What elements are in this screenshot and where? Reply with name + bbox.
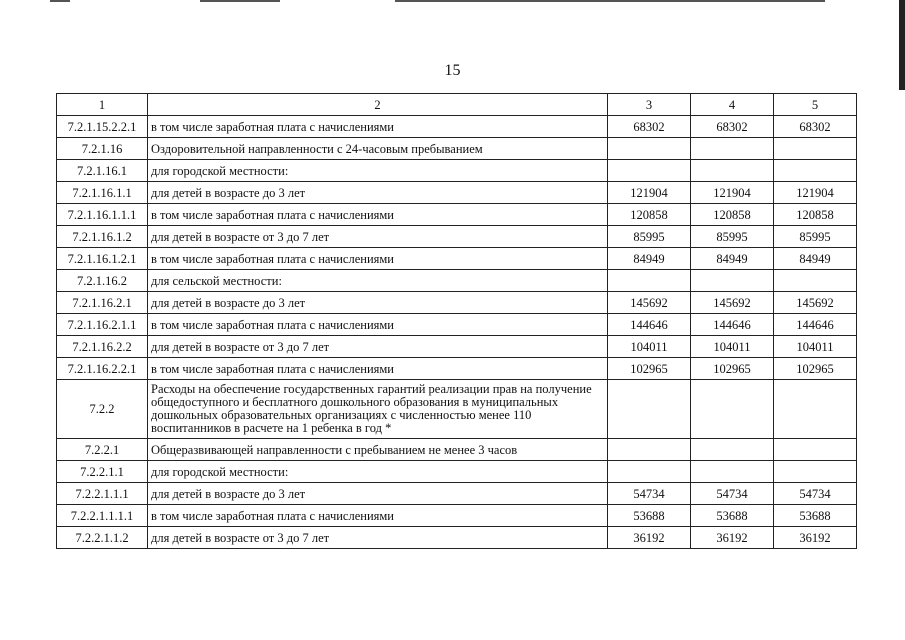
table-row xyxy=(57,439,857,461)
row-code-cell: 7.2.1.16.2.2 xyxy=(57,336,148,358)
row-description-cell: для детей в возрасте от 3 до 7 лет xyxy=(148,226,608,248)
row-description-cell: Оздоровительной направленности с 24-часовым пребыванием xyxy=(148,138,608,160)
row-code-cell: 7.2.1.16.1 xyxy=(57,160,148,182)
row-value-col4: 120858 xyxy=(691,204,774,226)
row-value-col5 xyxy=(774,138,857,160)
row-value-col5: 53688 xyxy=(774,505,857,527)
row-code-cell: 7.2.1.16.1.2 xyxy=(57,226,148,248)
table-row xyxy=(57,204,857,226)
row-code-cell: 7.2.1.16.1.1 xyxy=(57,182,148,204)
row-value-col4: 53688 xyxy=(691,505,774,527)
row-code-cell: 7.2.2.1.1.1.1 xyxy=(57,505,148,527)
row-value-col3: 102965 xyxy=(608,358,691,380)
row-code-cell: 7.2.2.1.1.1 xyxy=(57,483,148,505)
column-header: 4 xyxy=(691,94,774,116)
row-value-col3: 68302 xyxy=(608,116,691,138)
row-description-cell: для детей в возрасте до 3 лет xyxy=(148,292,608,314)
row-value-col3 xyxy=(608,138,691,160)
table-row xyxy=(57,380,857,439)
row-description-cell: Расходы на обеспечение государственных гарантий реализации прав на получение общедоступного и бесплатного дошкольного образования в муниципальных дошкольных образовательных организациях с численностью менее 110 воспитанников в расчете на 1 ребенка в год * xyxy=(148,380,608,439)
row-value-col5: 104011 xyxy=(774,336,857,358)
column-header: 2 xyxy=(148,94,608,116)
row-value-col5 xyxy=(774,461,857,483)
row-description-cell: в том числе заработная плата с начислениями xyxy=(148,358,608,380)
column-header: 1 xyxy=(57,94,148,116)
row-value-col4 xyxy=(691,380,774,439)
table-body xyxy=(57,116,857,549)
row-code-cell: 7.2.1.16.2.2.1 xyxy=(57,358,148,380)
page-number: 15 xyxy=(444,62,461,79)
scan-mark xyxy=(200,0,280,2)
table-row xyxy=(57,138,857,160)
row-value-col3 xyxy=(608,439,691,461)
row-value-col4: 68302 xyxy=(691,116,774,138)
row-description-cell: для городской местности: xyxy=(148,160,608,182)
row-value-col5: 85995 xyxy=(774,226,857,248)
row-value-col4: 36192 xyxy=(691,527,774,549)
table-row xyxy=(57,160,857,182)
table-row xyxy=(57,358,857,380)
table-row xyxy=(57,116,857,138)
row-description-cell: для городской местности: xyxy=(148,461,608,483)
table-row xyxy=(57,314,857,336)
row-value-col3: 53688 xyxy=(608,505,691,527)
scan-top-edge xyxy=(0,0,905,4)
row-description-cell: в том числе заработная плата с начислениями xyxy=(148,116,608,138)
row-value-col3: 84949 xyxy=(608,248,691,270)
row-description-cell: для детей в возрасте до 3 лет xyxy=(148,182,608,204)
row-value-col3: 145692 xyxy=(608,292,691,314)
row-value-col3 xyxy=(608,270,691,292)
row-value-col5 xyxy=(774,380,857,439)
row-code-cell: 7.2.2.1 xyxy=(57,439,148,461)
row-value-col5: 36192 xyxy=(774,527,857,549)
row-value-col5 xyxy=(774,439,857,461)
row-description-cell: для детей в возрасте от 3 до 7 лет xyxy=(148,527,608,549)
table-row xyxy=(57,182,857,204)
row-value-col4 xyxy=(691,439,774,461)
table-row xyxy=(57,461,857,483)
row-value-col5: 68302 xyxy=(774,116,857,138)
scan-mark xyxy=(395,0,825,2)
row-value-col3 xyxy=(608,160,691,182)
table-row xyxy=(57,248,857,270)
row-description-cell: в том числе заработная плата с начислениями xyxy=(148,248,608,270)
row-code-cell: 7.2.1.16.2 xyxy=(57,270,148,292)
row-value-col3 xyxy=(608,461,691,483)
row-value-col5: 121904 xyxy=(774,182,857,204)
row-value-col5: 102965 xyxy=(774,358,857,380)
row-value-col4 xyxy=(691,160,774,182)
row-value-col4: 85995 xyxy=(691,226,774,248)
row-code-cell: 7.2.2.1.1.2 xyxy=(57,527,148,549)
row-value-col5: 145692 xyxy=(774,292,857,314)
table-row xyxy=(57,270,857,292)
table-row xyxy=(57,505,857,527)
row-code-cell: 7.2.2 xyxy=(57,380,148,439)
row-value-col4 xyxy=(691,461,774,483)
row-value-col5 xyxy=(774,160,857,182)
row-value-col5 xyxy=(774,270,857,292)
row-value-col4 xyxy=(691,270,774,292)
row-code-cell: 7.2.1.16.2.1.1 xyxy=(57,314,148,336)
table-header-row xyxy=(57,94,857,116)
row-code-cell: 7.2.1.16 xyxy=(57,138,148,160)
row-value-col3: 85995 xyxy=(608,226,691,248)
row-value-col3: 36192 xyxy=(608,527,691,549)
table-row xyxy=(57,226,857,248)
row-value-col4 xyxy=(691,138,774,160)
row-code-cell: 7.2.2.1.1 xyxy=(57,461,148,483)
column-header: 3 xyxy=(608,94,691,116)
table-row xyxy=(57,527,857,549)
table-row xyxy=(57,483,857,505)
row-value-col4: 145692 xyxy=(691,292,774,314)
row-description-cell: для детей в возрасте до 3 лет xyxy=(148,483,608,505)
row-value-col3: 121904 xyxy=(608,182,691,204)
budget-table xyxy=(56,93,857,549)
row-value-col4: 121904 xyxy=(691,182,774,204)
row-description-cell: для детей в возрасте от 3 до 7 лет xyxy=(148,336,608,358)
row-code-cell: 7.2.1.16.2.1 xyxy=(57,292,148,314)
row-value-col5: 54734 xyxy=(774,483,857,505)
row-value-col3: 144646 xyxy=(608,314,691,336)
table-row xyxy=(57,292,857,314)
row-description-cell: в том числе заработная плата с начислениями xyxy=(148,505,608,527)
row-value-col5: 120858 xyxy=(774,204,857,226)
row-value-col4: 54734 xyxy=(691,483,774,505)
row-value-col4: 104011 xyxy=(691,336,774,358)
row-value-col5: 144646 xyxy=(774,314,857,336)
row-description-cell: для сельской местности: xyxy=(148,270,608,292)
column-header: 5 xyxy=(774,94,857,116)
row-value-col4: 102965 xyxy=(691,358,774,380)
row-value-col5: 84949 xyxy=(774,248,857,270)
row-code-cell: 7.2.1.15.2.2.1 xyxy=(57,116,148,138)
table-row xyxy=(57,336,857,358)
row-value-col3: 104011 xyxy=(608,336,691,358)
row-value-col4: 144646 xyxy=(691,314,774,336)
row-value-col3 xyxy=(608,380,691,439)
row-description-cell: в том числе заработная плата с начислениями xyxy=(148,204,608,226)
row-code-cell: 7.2.1.16.1.1.1 xyxy=(57,204,148,226)
row-value-col3: 54734 xyxy=(608,483,691,505)
row-value-col3: 120858 xyxy=(608,204,691,226)
row-code-cell: 7.2.1.16.1.2.1 xyxy=(57,248,148,270)
scan-mark xyxy=(50,0,70,2)
row-description-cell: в том числе заработная плата с начислениями xyxy=(148,314,608,336)
row-description-cell: Общеразвивающей направленности с пребыванием не менее 3 часов xyxy=(148,439,608,461)
row-value-col4: 84949 xyxy=(691,248,774,270)
